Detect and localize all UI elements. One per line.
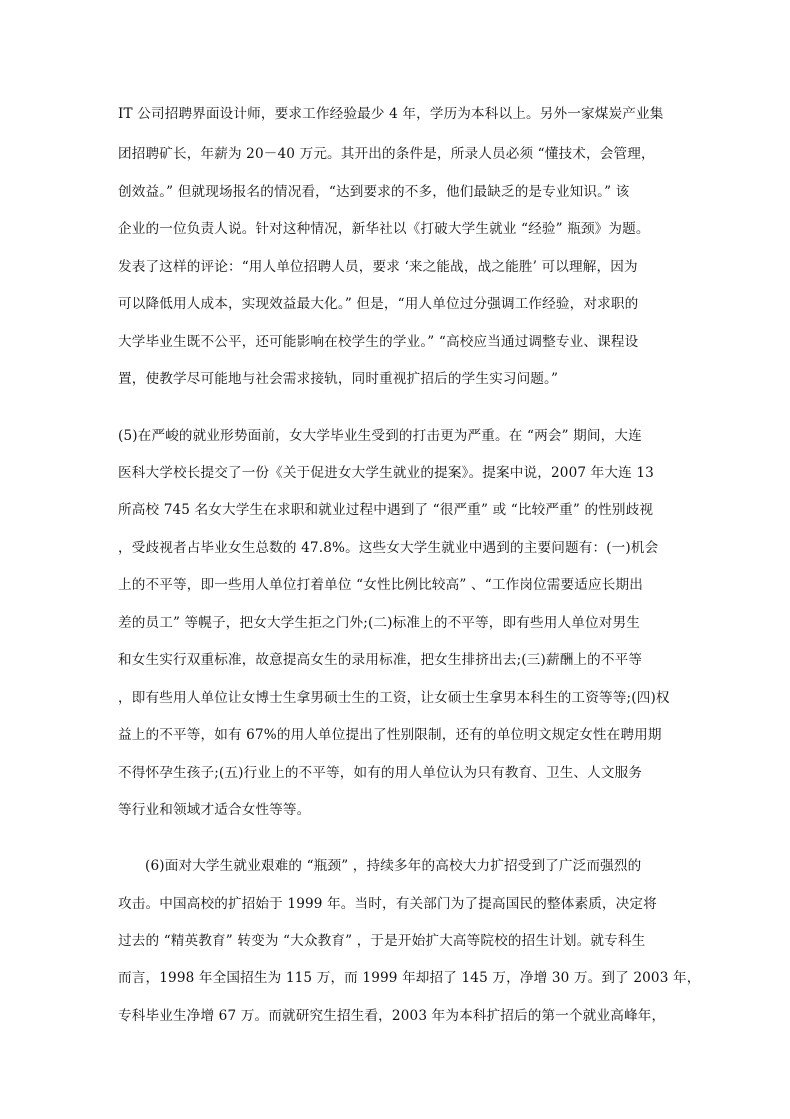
text-line: 专科毕业生净增 67 万。而就研究生招生看，2003 年为本科扩招后的第一个就业高峰年， [118, 1008, 666, 1024]
text-line: 所高校 745 名女大学生在求职和就业过程中遇到了 “很严重” 或 “比较严重” 的性别歧视 [118, 502, 654, 518]
text-line: 置，使教学尽可能地与社会需求接轨，同时重视扩招后的学生实习问题。” [118, 371, 559, 387]
text-line: 上的不平等，即一些用人单位打着单位 “女性比例比较高” 、“工作岗位需要适应长期出 [118, 577, 644, 593]
text-line: 企业的一位负责人说。针对这种情况，新华社以《打破大学生就业 “经验” 瓶颈》为题。 [118, 221, 650, 237]
text-line: (6)面对大学生就业艰难的 “瓶颈” ，持续多年的高校大力扩招受到了广泛而强烈的 [145, 858, 642, 874]
text-line: 发表了这样的评论：“用人单位招聘人员，要求 ‘来之能战，战之能胜’ 可以理解，因为 [118, 259, 638, 275]
text-line: (5)在严峻的就业形势面前，女大学毕业生受到的打击更为严重。在 “两会” 期间，大连 [118, 428, 642, 444]
text-line: 大学毕业生既不公平，还可能影响在校学生的学业。” “高校应当通过调整专业、课程设 [118, 334, 639, 350]
text-line: 可以降低用人成本，实现效益最大化。” 但是，“用人单位过分强调工作经验，对求职的 [118, 296, 639, 312]
text-line: 不得怀孕生孩子;(五)行业上的不平等，如有的用人单位认为只有教育、卫生、人文服务 [118, 765, 643, 781]
text-line: 医科大学校长提交了一份《关于促进女大学生就业的提案》。提案中说，2007 年大连 13 [118, 465, 654, 481]
text-line: 差的员工” 等幌子，把女大学生拒之门外;(二)标准上的不平等，即有些用人单位对男生 [118, 615, 640, 631]
text-line: 等行业和领域才适合女性等等。 [118, 802, 311, 818]
text-line: 团招聘矿长，年薪为 20－40 万元。其开出的条件是，所录人员必须 “懂技术，会管理， [118, 146, 655, 162]
text-line: 攻击。中国高校的扩招始于 1999 年。当时，有关部门为了提高国民的整体素质，决定将 [118, 896, 657, 912]
text-line: ，即有些用人单位让女博士生拿男硕士生的工资，让女硕士生拿男本科生的工资等等;(四)权 [118, 690, 670, 706]
text-line: 而言，1998 年全国招生为 115 万，而 1999 年却招了 145 万，净增 30 万。到了 2003 年， [118, 970, 701, 986]
text-line: 益上的不平等，如有 67%的用人单位提出了性别限制，还有的单位明文规定女性在聘用期 [118, 727, 662, 743]
text-line: 过去的 “精英教育” 转变为 “大众教育” ，于是开始扩大高等院校的招生计划。就专科生 [118, 933, 646, 949]
text-line: IT 公司招聘界面设计师，要求工作经验最少 4 年，学历为本科以上。另外一家煤炭产业集 [118, 106, 664, 122]
text-line: ，受歧视者占毕业女生总数的 47.8%。这些女大学生就业中遇到的主要问题有：(一)机会 [118, 540, 659, 556]
text-line: 创效益。” 但就现场报名的情况看，“达到要求的不多，他们最缺乏的是专业知识。” 该 [118, 184, 630, 200]
text-line: 和女生实行双重标准，故意提高女生的录用标准，把女生排挤出去;(三)薪酬上的不平等 [118, 652, 643, 668]
